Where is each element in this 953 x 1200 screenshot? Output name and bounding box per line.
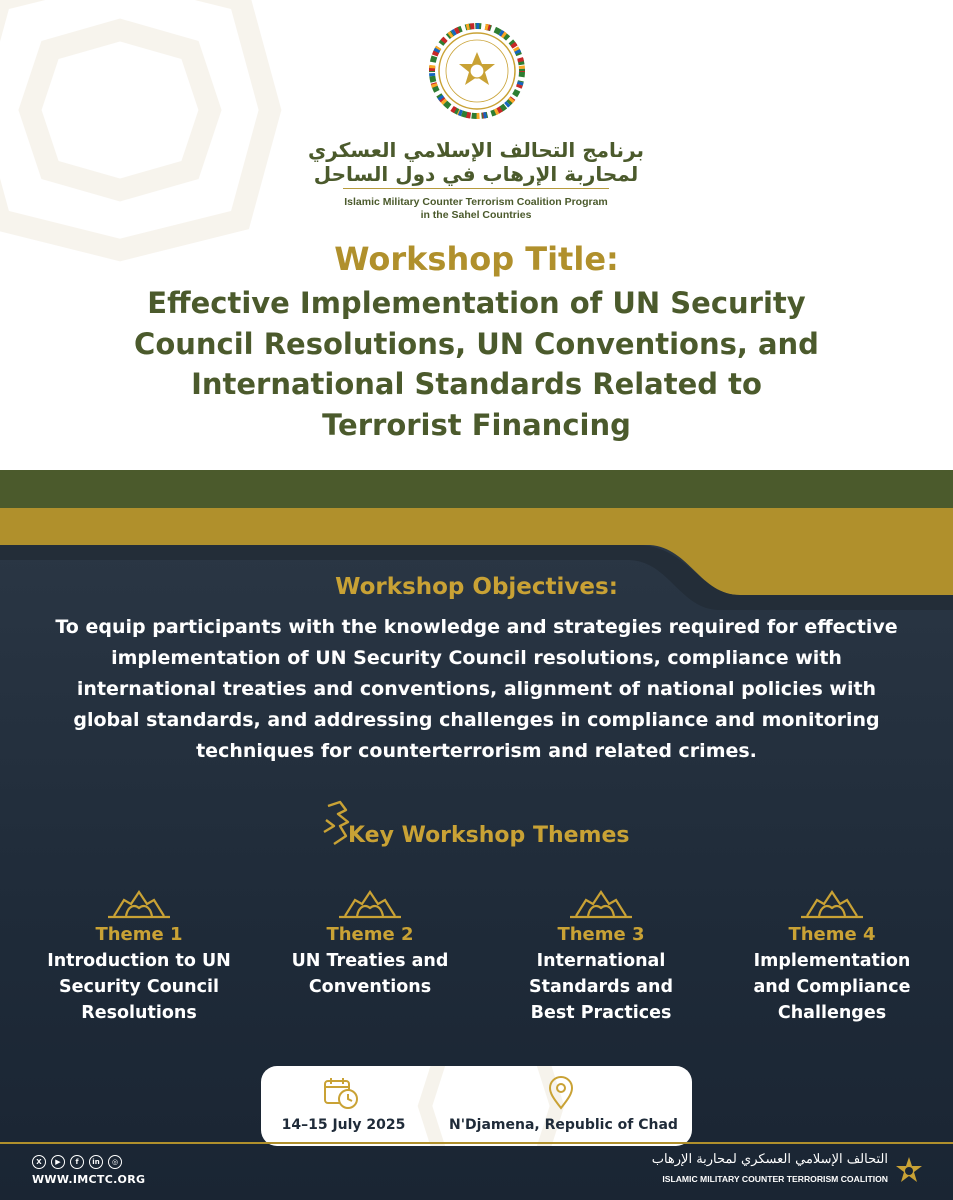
arabic-title-line: برنامج التحالف الإسلامي العسكري	[307, 138, 645, 162]
workshop-title-line: International Standards Related to	[191, 367, 762, 401]
facebook-icon[interactable]: f	[70, 1155, 84, 1169]
website-link[interactable]: WWW.IMCTC.ORG	[32, 1173, 146, 1186]
footer-divider	[0, 1142, 953, 1144]
calendar-clock-icon	[323, 1076, 359, 1110]
theme-card	[722, 888, 942, 1026]
key-themes-title: Key Workshop Themes	[348, 823, 630, 848]
arabic-program-title	[276, 138, 676, 186]
theme-description-line: International	[536, 951, 666, 971]
theme-number: Theme 2	[326, 924, 414, 945]
star-arch-icon	[566, 888, 636, 920]
theme-description-line: Best Practices	[530, 1003, 672, 1023]
workshop-title-line: Council Resolutions, UN Conventions, and	[134, 326, 819, 361]
theme-description-line: Conventions	[308, 977, 432, 997]
theme-number: Theme 4	[788, 924, 876, 945]
theme-description	[29, 948, 249, 1026]
theme-description	[491, 948, 711, 1026]
theme-description	[722, 948, 942, 1026]
location-pin-icon	[547, 1076, 575, 1110]
linkedin-icon[interactable]: in	[89, 1155, 103, 1169]
divider	[343, 188, 609, 189]
theme-description-line: Security Council	[59, 977, 219, 997]
workshop-title-line: Terrorist Financing	[322, 407, 631, 442]
arabic-title-line: لمحاربة الإرهاب في دول الساحل	[313, 162, 639, 186]
objectives-line: To equip participants with the knowledge and strategies required for effective	[55, 616, 898, 638]
workshop-title	[90, 283, 863, 445]
objectives-heading: Workshop Objectives:	[335, 574, 618, 600]
event-location: N'Djamena, Republic of Chad	[449, 1117, 678, 1133]
youtube-icon[interactable]: ▶	[51, 1155, 65, 1169]
workshop-title-label: Workshop Title:	[334, 240, 619, 278]
objectives-line: global standards, and addressing challenges in compliance and monitoring	[73, 709, 880, 731]
event-date: 14–15 July 2025	[281, 1117, 406, 1133]
instagram-icon[interactable]: ◎	[108, 1155, 122, 1169]
objectives-text	[48, 612, 905, 767]
coalition-signature	[651, 1152, 930, 1192]
coalition-logo-icon	[894, 1156, 924, 1186]
theme-description-line: Introduction to UN	[47, 951, 231, 971]
theme-number: Theme 3	[557, 924, 645, 945]
coalition-name-english: ISLAMIC MILITARY COUNTER TERRORISM COALITION	[662, 1174, 888, 1184]
english-program-title	[276, 196, 676, 222]
theme-description-line: and Compliance	[753, 977, 911, 997]
x-icon[interactable]: X	[32, 1155, 46, 1169]
workshop-title-line: Effective Implementation of UN Security	[147, 286, 806, 320]
star-arch-icon	[335, 888, 405, 920]
theme-card	[29, 888, 249, 1026]
coalition-name-arabic: التحالف الإسلامي العسكري لمحاربة الإرهاب	[651, 1152, 888, 1167]
program-name-line: Islamic Military Counter Terrorism Coalition Program	[344, 196, 608, 208]
key-themes-header	[320, 800, 640, 860]
theme-description-line: UN Treaties and	[291, 951, 449, 971]
coalition-program-logo	[426, 20, 528, 122]
objectives-line: implementation of UN Security Council resolutions, compliance with	[111, 647, 842, 669]
theme-description-line: Resolutions	[81, 1003, 197, 1023]
header-section	[0, 0, 953, 475]
program-name-line: in the Sahel Countries	[420, 209, 532, 221]
theme-description-line: Implementation	[753, 951, 911, 971]
objectives-line: techniques for counterterrorism and related crimes.	[196, 740, 757, 762]
theme-description-line: Challenges	[777, 1003, 887, 1023]
theme-card	[491, 888, 711, 1026]
star-arch-icon	[797, 888, 867, 920]
star-arch-icon	[104, 888, 174, 920]
objectives-line: international treaties and conventions, alignment of national policies with	[76, 678, 877, 700]
theme-number: Theme 1	[95, 924, 183, 945]
theme-description-line: Standards and	[528, 977, 674, 997]
event-info-card	[261, 1066, 692, 1146]
theme-description	[260, 948, 480, 1000]
theme-card	[260, 888, 480, 1000]
social-links	[32, 1155, 122, 1169]
